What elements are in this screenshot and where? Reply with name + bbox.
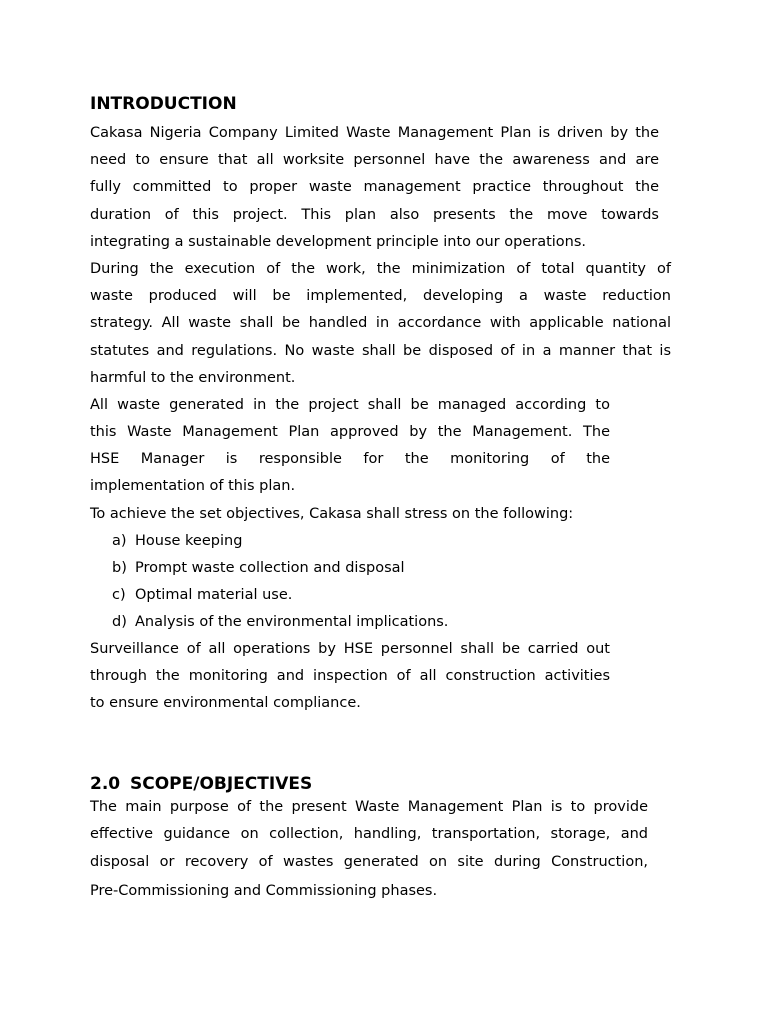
paragraph-line: Pre-Commissioning and Commissioning phases. [90,883,438,899]
paragraph-line: The main purpose of the present Waste Management Plan is to provide [90,799,648,815]
paragraph-line: fully committed to proper waste management practice throughout the [90,179,659,195]
list-item [112,531,242,551]
paragraph-line: integrating a sustainable development principle into our operations. [90,234,587,250]
paragraph-line: statutes and regulations. No waste shall be disposed of in a manner that is [90,343,671,359]
paragraph-line: During the execution of the work, the minimization of total quantity of [90,261,671,277]
introduction-heading: INTRODUCTION [90,94,237,114]
paragraph-line: implementation of this plan. [90,478,296,494]
paragraph-line: need to ensure that all worksite personnel have the awareness and are [90,152,659,168]
list-item-text: Prompt waste collection and disposal [135,560,405,576]
paragraph-line: disposal or recovery of wastes generated on site during Construction, [90,854,648,870]
paragraph-line: to ensure environmental compliance. [90,695,361,711]
list-intro: To achieve the set objectives, Cakasa shall stress on the following: [90,506,574,522]
section-number: 2.0 [90,774,121,794]
list-marker: b) [112,560,127,576]
list-item-text: House keeping [135,533,243,549]
paragraph-line: Cakasa Nigeria Company Limited Waste Management Plan is driven by the [90,125,659,141]
list-marker: c) [112,587,126,603]
paragraph-line: duration of this project. This plan also presents the move towards [90,207,659,223]
paragraph-line: harmful to the environment. [90,370,296,386]
paragraph-line: All waste generated in the project shall be managed according to [90,397,610,413]
scope-heading [90,773,312,795]
paragraph-line: this Waste Management Plan approved by the Management. The [90,424,610,440]
paragraph-line: through the monitoring and inspection of all construction activities [90,668,610,684]
paragraph-line: waste produced will be implemented, developing a waste reduction [90,288,671,304]
paragraph-line: effective guidance on collection, handling, transportation, storage, and [90,826,648,842]
list-item [112,612,448,632]
list-item-text: Optimal material use. [135,587,293,603]
paragraph-line: Surveillance of all operations by HSE personnel shall be carried out [90,641,610,657]
paragraph-line: HSE Manager is responsible for the monitoring of the [90,451,610,467]
list-item [112,558,405,578]
list-marker: a) [112,533,127,549]
list-marker: d) [112,614,127,630]
list-item-text: Analysis of the environmental implications. [135,614,449,630]
list-item [112,585,292,605]
section-title: SCOPE/OBJECTIVES [130,774,313,794]
paragraph-line: strategy. All waste shall be handled in accordance with applicable national [90,315,671,331]
